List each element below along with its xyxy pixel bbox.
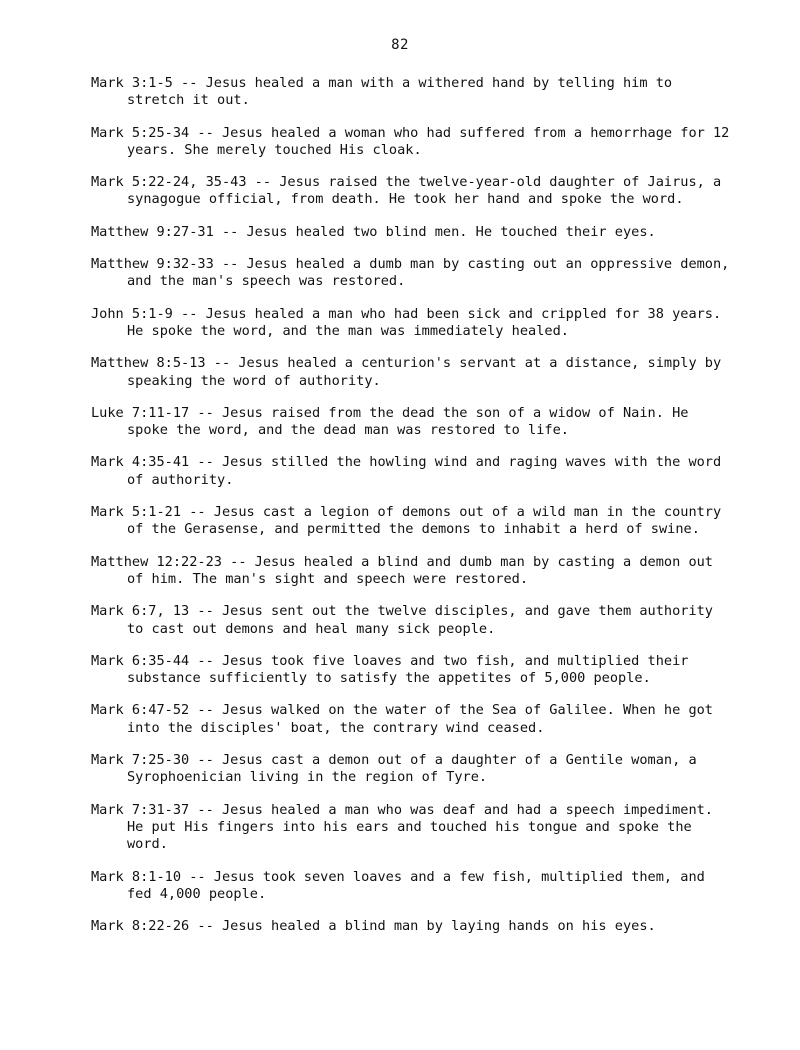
list-item: Matthew 8:5-13 -- Jesus healed a centurion's servant at a distance, simply by speaking the word of authority. [91,355,722,389]
miracle-list [91,75,731,950]
list-item: Mark 8:1-10 -- Jesus took seven loaves and a few fish, multiplied them, and fed 4,000 people. [91,868,705,902]
list-item: Mark 5:22-24, 35-43 -- Jesus raised the twelve-year-old daughter of Jairus, a synagogue official, from death. He took her hand and spoke the word. [91,174,722,208]
list-item: Luke 7:11-17 -- Jesus raised from the dead the son of a widow of Nain. He spoke the word, and the dead man was restored to life. [91,404,689,439]
list-item: John 5:1-9 -- Jesus healed a man who had been sick and crippled for 38 years. He spoke the word, and the man was immediately healed. [91,305,722,339]
list-item: Mark 3:1-5 -- Jesus healed a man with a withered hand by telling him to stretch it out. [91,75,673,109]
list-item: Mark 6:47-52 -- Jesus walked on the water of the Sea of Galilee. When he got into the disciples' boat, the contrary wind ceased. [91,702,713,736]
list-item: Mark 8:22-26 -- Jesus healed a blind man by laying hands on his eyes. [91,918,656,935]
page-number: 82 [391,37,409,53]
list-item: Matthew 9:32-33 -- Jesus healed a dumb man by casting out an oppressive demon, and the man's speech was restored. [91,256,730,290]
list-item: Mark 6:7, 13 -- Jesus sent out the twelve disciples, and gave them authority to cast out demons and heal many sick people. [91,603,713,637]
list-item: Matthew 12:22-23 -- Jesus healed a blind and dumb man by casting a demon out of him. The man's sight and speech were restored. [91,553,713,587]
list-item: Mark 7:31-37 -- Jesus healed a man who was deaf and had a speech impediment. He put His fingers into his ears and touched his tongue and spoke the word. [91,801,713,853]
list-item: Mark 6:35-44 -- Jesus took five loaves and two fish, and multiplied their substance sufficiently to satisfy the appetites of 5,000 people. [91,652,689,687]
list-item: Mark 5:25-34 -- Jesus healed a woman who had suffered from a hemorrhage for 12 years. She merely touched His cloak. [91,124,730,158]
list-item: Mark 5:1-21 -- Jesus cast a legion of demons out of a wild man in the country of the Gerasense, and permitted the demons to inhabit a herd of swine. [91,504,722,538]
list-item: Mark 4:35-41 -- Jesus stilled the howling wind and raging waves with the word of authority. [91,454,722,488]
list-item: Matthew 9:27-31 -- Jesus healed two blind men. He touched their eyes. [91,223,656,240]
list-item: Mark 7:25-30 -- Jesus cast a demon out of a daughter of a Gentile woman, a Syrophoenician living in the region of Tyre. [91,752,697,786]
